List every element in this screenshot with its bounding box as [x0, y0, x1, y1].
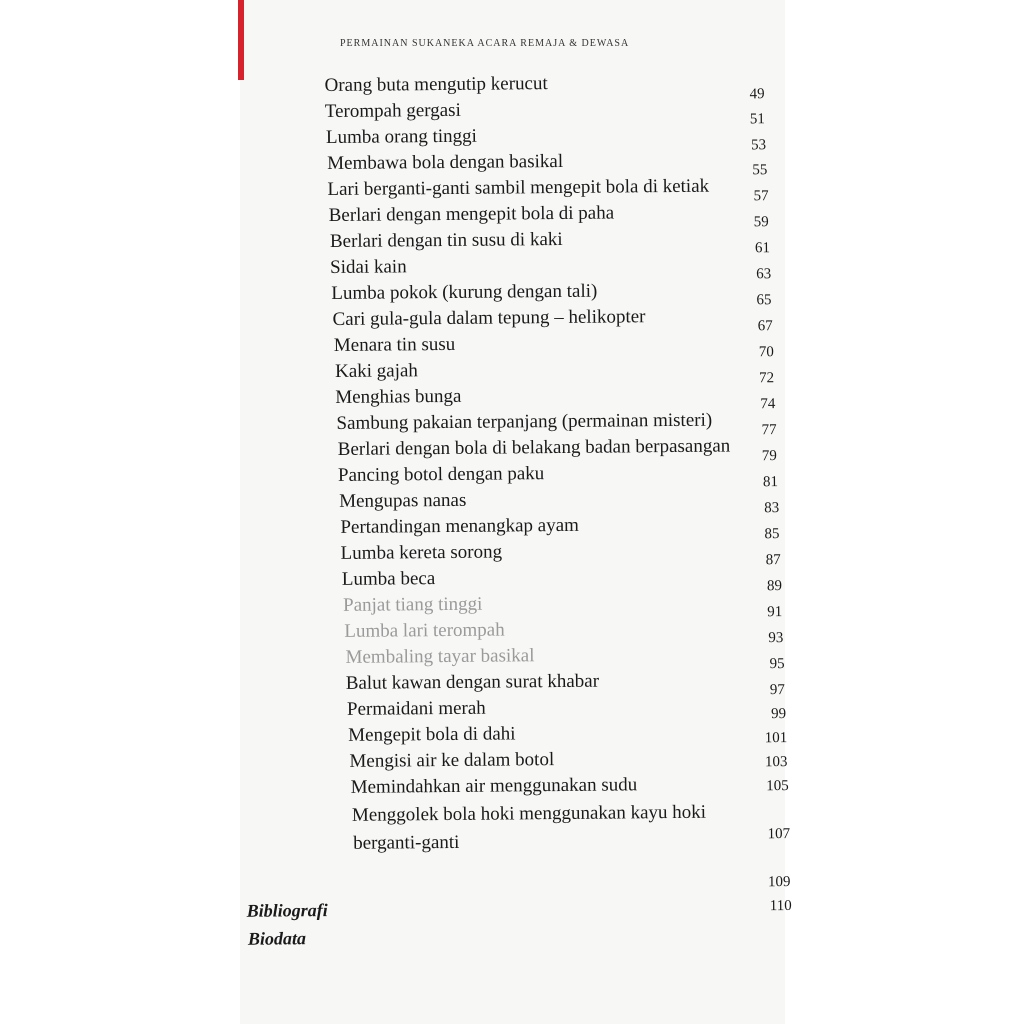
toc-entry-page: 77: [761, 422, 777, 439]
back-matter-page: 110: [769, 897, 792, 915]
toc-entry-page: 97: [769, 682, 785, 699]
toc-entry-title: Lari berganti-ganti sambil mengepit bola di ketiak: [327, 175, 710, 201]
toc-entry-page: 91: [767, 604, 783, 621]
toc-entry-page: 53: [751, 137, 767, 154]
toc-entry-page: 105: [766, 778, 789, 795]
toc-entry-page: 57: [753, 188, 769, 205]
toc-entry-page: 49: [749, 86, 765, 103]
toc-entry-page: 74: [760, 396, 776, 413]
toc-entry-title: Orang buta mengutip kerucut: [324, 73, 548, 97]
toc-entry-title: Sidai kain: [330, 256, 407, 278]
toc-entry-page: 67: [757, 318, 773, 335]
toc-entry-title: Menggolek bola hoki menggunakan kayu hoki: [351, 801, 707, 826]
toc-entry-title: Mengepit bola di dahi: [348, 723, 516, 746]
toc-entry-title: Berlari dengan mengepit bola di paha: [328, 202, 615, 227]
toc-entry-page: 95: [769, 656, 785, 673]
running-head: PERMAINAN SUKANEKA ACARA REMAJA & DEWASA: [340, 38, 630, 49]
toc-entry-title: Panjat tiang tinggi: [342, 593, 483, 616]
toc-entry-page: 103: [764, 754, 788, 771]
toc-entry-title: Permaidani merah: [346, 697, 486, 720]
toc-entry-title: Menghias bunga: [335, 385, 462, 408]
toc-entry-title: Lumba orang tinggi: [325, 125, 478, 149]
toc-entry-title: Lumba pokok (kurung dengan tali): [331, 280, 598, 304]
toc-entry-page: 81: [762, 474, 779, 491]
toc-entry-page: 83: [764, 500, 780, 517]
toc-entry-page: 89: [766, 578, 783, 595]
toc-entry-page: 59: [753, 214, 769, 231]
toc-entry-title: Pertandingan menangkap ayam: [340, 514, 579, 538]
toc-entry-page: 63: [756, 266, 772, 283]
toc-entry-page: 72: [759, 370, 775, 387]
back-matter-page: 109: [767, 874, 791, 891]
toc-entry-page: 93: [768, 630, 784, 647]
toc-entry-title: Lumba kereta sorong: [340, 541, 503, 564]
toc-entry-page: 79: [761, 448, 777, 465]
toc-entry-title: Mengupas nanas: [339, 489, 467, 512]
toc-entry-page: 107: [767, 826, 791, 843]
back-matter-title: Biodata: [247, 928, 307, 949]
toc-entry-page: 99: [770, 706, 787, 723]
toc-entry-title: Menara tin susu: [333, 333, 456, 356]
toc-entry-title: Mengisi air ke dalam botol: [349, 749, 555, 772]
toc-entry-title: Berlari dengan tin susu di kaki: [329, 228, 563, 252]
toc-entry-page: 55: [752, 162, 768, 179]
toc-entry-title: Membawa bola dengan basikal: [327, 150, 564, 175]
back-matter-title: Bibliografi: [246, 900, 328, 921]
toc-entry-page: 101: [764, 730, 788, 747]
toc-entry-title: Pancing botol dengan paku: [337, 463, 545, 486]
toc-entry-title: Sambung pakaian terpanjang (permainan misteri): [336, 409, 713, 434]
toc-entry-page: 87: [765, 552, 781, 569]
toc-entry-title: Kaki gajah: [334, 360, 418, 382]
toc-entry-title: Terompah gergasi: [324, 99, 461, 123]
toc-entry-page: 61: [754, 240, 771, 257]
toc-entry-title: Membaling tayar basikal: [345, 645, 535, 668]
toc-entry-title: Berlari dengan bola di belakang badan berpasangan: [337, 435, 731, 460]
toc-entry-title: Cari gula-gula dalam tepung – helikopter: [332, 306, 646, 330]
toc-entry-title-continued: berganti-ganti: [353, 831, 460, 854]
toc-entry-title: Lumba beca: [341, 568, 436, 590]
toc-entry-page: 51: [749, 111, 765, 128]
toc-entry-title: Balut kawan dengan surat khabar: [345, 670, 600, 694]
toc-entry-title: Memindahkan air menggunakan sudu: [350, 774, 638, 798]
toc-entry-page: 70: [758, 344, 774, 361]
toc-entry-page: 65: [756, 292, 772, 309]
toc-entry-title: Lumba lari terompah: [344, 619, 505, 642]
toc-entry-page: 85: [764, 526, 780, 543]
